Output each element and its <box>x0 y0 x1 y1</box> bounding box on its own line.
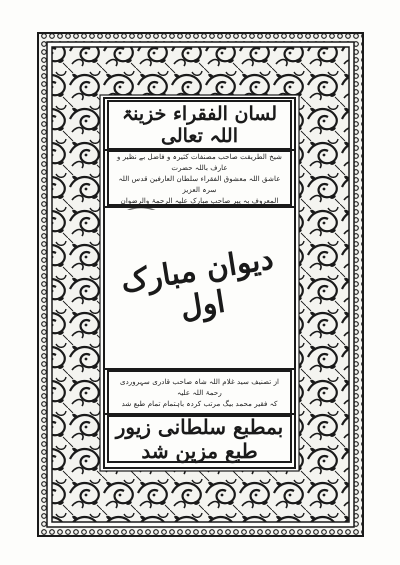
upper-description-line: عاشق اللہ معشوق الفقراء سلطان العارفین قدس اللہ سرہ العزیز <box>118 173 281 194</box>
main-title-panel <box>112 210 288 366</box>
main-title: دیوان مبارک اول <box>118 241 276 327</box>
lower-description-line: از تصنیف سید غلام اللہ شاہ صاحب قادری سہروردی رحمۃ اللہ علیہ <box>119 377 280 397</box>
publisher-imprint: بمطبع سلطانی زیور طبع مزین شد <box>107 415 292 463</box>
upper-description-line: شیخ الطریقت صاحب مصنفات کثیرہ و فاضل بے نظیر و عارف باللہ حضرت <box>116 151 283 172</box>
header-title: لسان الفقراء خزینۃ اللہ تعالی <box>107 100 292 150</box>
lower-description-band <box>107 370 292 415</box>
upper-description-band <box>107 150 292 206</box>
lower-description-line: کہ فقیر محمد بیگ مرتب کردہ باہتمام تمام طبع شد <box>121 399 278 408</box>
upper-description-line: المعروف بہ پیر صاحب مبارک علیہ الرحمۃ والرضوان <box>120 195 279 205</box>
